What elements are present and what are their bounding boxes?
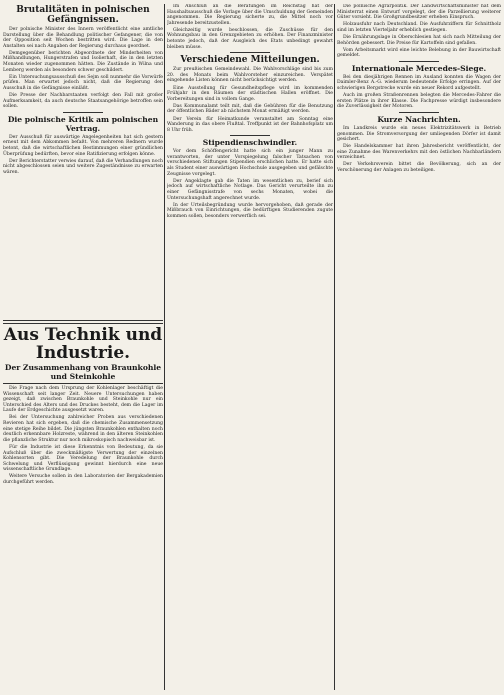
article-paragraph: Der Ausschuß für auswärtige Angelegenheiten hat sich gestern erneut mit dem Abkommen befaßt. Von mehreren Rednern wurde betont, daß die wirtschaftlichen Bestimmungen einer gründlichen Überprüfung bedürften, bevor eine Ratifizierung erfolgen könne. xyxy=(3,134,163,157)
article-headline-brutalitaeten: Brutalitäten in polnischen Gefängnissen. xyxy=(16,5,150,25)
section-divider xyxy=(399,61,439,62)
article-headline-kritik: Die polnische Kritik am polnischen Vertrag. xyxy=(7,114,159,133)
article-headline-nachrichten: Kurze Nachrichten. xyxy=(377,114,461,124)
column-1-top xyxy=(3,4,163,316)
column-2 xyxy=(167,4,333,690)
article-paragraph: Die Frage nach dem Ursprung der Kohlenlager beschäftigt die Wissenschaft seit langer Zeit. Neuere Untersuchungen haben gezeigt, daß zwischen Braunkohle und Steinkohle nur ein Unterschied des Alters und des Druckes besteht, dem die Lager im Laufe der Erdgeschichte ausgesetzt waren. xyxy=(3,386,163,414)
article-headline-kohle: Der Zusammenhang von Braunkohle und Steinkohle xyxy=(4,363,162,381)
article-paragraph: Im Anschluß an die Beratungen im Reichstag hat der Haushaltsausschuß die Vorlage über die Umschuldung der Gemeinden angenommen. Die Regierung sicherte zu, die Mittel noch vor Jahresende bereitzustellen. xyxy=(167,4,333,26)
article-headline-mercedes: Internationale Mercedes-Siege. xyxy=(351,63,487,73)
section-title-mitteilungen: Verschiedene Mitteilungen. xyxy=(180,55,320,66)
article-paragraph: Die polnische Agrarpolitik. Der Landwirtschaftsminister hat dem Ministerrat einen Entwurf vorgelegt, der die Parzellierung weiterer Güter vorsieht. Die Großgrundbesitzer erheben Einspruch. xyxy=(337,4,501,21)
article-paragraph: Zur preußischen Gemeindewahl. Die Wahlvorschläge sind bis zum 20. des Monats beim Wahlvorsteher einzureichen. Verspätet eingehende Listen können nicht berücksichtigt werden. xyxy=(167,67,333,84)
article-paragraph: Für die Industrie ist diese Erkenntnis von Bedeutung, da sie Aufschluß über die zweckmäßigste Verwertung der einzelnen Kohlensorten gibt. Die Veredelung der Braunkohle durch Schwelung und Verflüssigung gewinnt hierdurch eine neue wissenschaftliche Grundlage. xyxy=(3,444,163,473)
article-paragraph: Der Verkehrsverein bittet die Bevölkerung, sich an der Verschönerung der Anlagen zu beteiligen. xyxy=(337,162,501,174)
article-paragraph: Vom Arbeitsmarkt wird eine leichte Belebung in der Bauwirtschaft gemeldet. xyxy=(337,47,501,59)
article-paragraph: Der Angeklagte gab die Taten im wesentlichen zu, berief sich jedoch auf wirtschaftliche Notlage. Das Gericht verurteilte ihn zu einer Gefängnisstrafe von sechs Monaten, wobei die Untersuchungshaft angerechnet wurde. xyxy=(167,178,333,201)
article-paragraph: Demgegenüber berichten Abgeordnete der Minderheiten von Mißhandlungen, Hungerstrafen und Isolierhaft, die in den letzten Monaten wieder zugenommen hätten. Die Zustände in Wilna und Lemberg werden als besonders schwer geschildert. xyxy=(3,50,163,73)
section-divider xyxy=(3,320,163,324)
article-paragraph: Die Handelskammer hat ihren Jahresbericht veröffentlicht, der eine Zunahme des Warenverkehrs mit den östlichen Nachbarländern verzeichnet. xyxy=(337,144,501,161)
section-divider xyxy=(399,112,439,113)
article-paragraph: Eine Ausstellung für Gesundheitspflege wird im kommenden Frühjahr in den Räumen der städtischen Hallen eröffnet. Die Vorbereitungen sind in vollem Gange. xyxy=(167,85,333,102)
article-paragraph: Der polnische Minister des Innern veröffentlicht eine amtliche Darstellung über die Behandlung politischer Gefangener, die von der Opposition seit Wochen bestritten wird. Die Lage in den Anstalten sei nach Angaben der Regierung durchaus geordnet. xyxy=(3,27,163,49)
article-paragraph: Vor dem Schöffengericht hatte sich ein junger Mann zu verantworten, der unter Vorspiegelung falscher Tatsachen von verschiedenen Stiftungen Stipendien erschlichen hatte. Er hatte sich als Student einer auswärtigen Hochschule ausgegeben und gefälschte Zeugnisse vorgelegt. xyxy=(167,149,333,177)
article-paragraph: Ein Untersuchungsausschuß des Sejm soll nunmehr die Vorwürfe prüfen. Man erwartet jedoch nicht, daß die Regierung den Ausschuß in die Gefängnisse einläßt. xyxy=(3,74,163,91)
article-paragraph: Weitere Versuche sollen in den Laboratorien der Bergakademien durchgeführt werden. xyxy=(3,474,163,485)
section-title-technik: Aus Technik und Industrie. xyxy=(3,325,163,363)
article-paragraph: Holzausfuhr nach Deutschland. Die Ausfuhrziffern für Schnittholz sind im letzten Vierteljahr erheblich gestiegen. xyxy=(337,22,501,33)
section-divider xyxy=(230,52,270,53)
article-paragraph: Die Presse der Nachbarstaaten verfolgt den Fall mit großer Aufmerksamkeit, da auch deutsche Staatsangehörige betroffen sein sollen. xyxy=(3,93,163,110)
section-divider xyxy=(3,383,163,384)
article-headline-stipendien: Stipendienschwindler. xyxy=(202,138,298,148)
section-divider xyxy=(230,135,270,136)
article-paragraph: In der Urteilsbegründung wurde hervorgehoben, daß gerade der Mißbrauch von Einrichtungen, die bedürftigen Studierenden zugute kommen sollen, besonders verwerflich sei. xyxy=(167,202,333,219)
article-paragraph: Bei der Untersuchung zahlreicher Proben aus verschiedenen Revieren hat sich ergeben, daß die chemische Zusammensetzung eine stetige Reihe bildet. Die jüngsten Braunkohlen enthalten noch deutlich erkennbare Holzreste, während in den älteren Steinkohlen die pflanzliche Struktur nur noch mikroskopisch nachweisbar ist. xyxy=(3,415,163,443)
article-paragraph: Im Landkreis wurde ein neues Elektrizitätswerk in Betrieb genommen. Die Stromversorgung der umliegenden Dörfer ist damit gesichert. xyxy=(337,125,501,143)
article-paragraph: Auch im großen Straßenrennen belegten die Mercedes-Fahrer die ersten Plätze in ihrer Klasse. Die Fachpresse würdigt insbesondere die Zuverlässigkeit der Motoren. xyxy=(337,93,501,110)
section-divider xyxy=(63,112,103,113)
column-3 xyxy=(337,4,501,690)
column-rule xyxy=(334,4,335,690)
article-paragraph: Das Kommunalamt teilt mit, daß die Gebühren für die Benutzung der öffentlichen Bäder ab nächstem Monat ermäßigt werden. xyxy=(167,103,333,115)
article-paragraph: Der Berichterstatter verwies darauf, daß die Verhandlungen noch nicht abgeschlossen seien und weitere Zugeständnisse zu erwarten wären. xyxy=(3,158,163,175)
column-rule xyxy=(164,4,165,690)
article-paragraph: Die Ernährungslage in Oberschlesien hat sich nach Mitteilung der Behörden gebessert. Die Preise für Kartoffeln sind gefallen. xyxy=(337,34,501,46)
article-paragraph: Bei den diesjährigen Rennen im Ausland konnten die Wagen der Daimler-Benz A.-G. wiederum bedeutende Erfolge erringen. Auf der schwierigen Bergstrecke wurde ein neuer Rekord aufgestellt. xyxy=(337,74,501,92)
article-paragraph: Der Verein für Heimatkunde veranstaltet am Sonntag eine Wanderung in das obere Flußtal. Treffpunkt ist der Bahnhofsplatz um 8 Uhr früh. xyxy=(167,116,333,133)
article-paragraph: Gleichzeitig wurde beschlossen, die Zuschüsse für den Wohnungsbau in den Grenzgebieten zu erhöhen. Der Finanzminister betonte jedoch, daß der Ausgleich des Etats unbedingt gewahrt bleiben müsse. xyxy=(167,27,333,50)
column-1-bottom xyxy=(3,318,163,690)
